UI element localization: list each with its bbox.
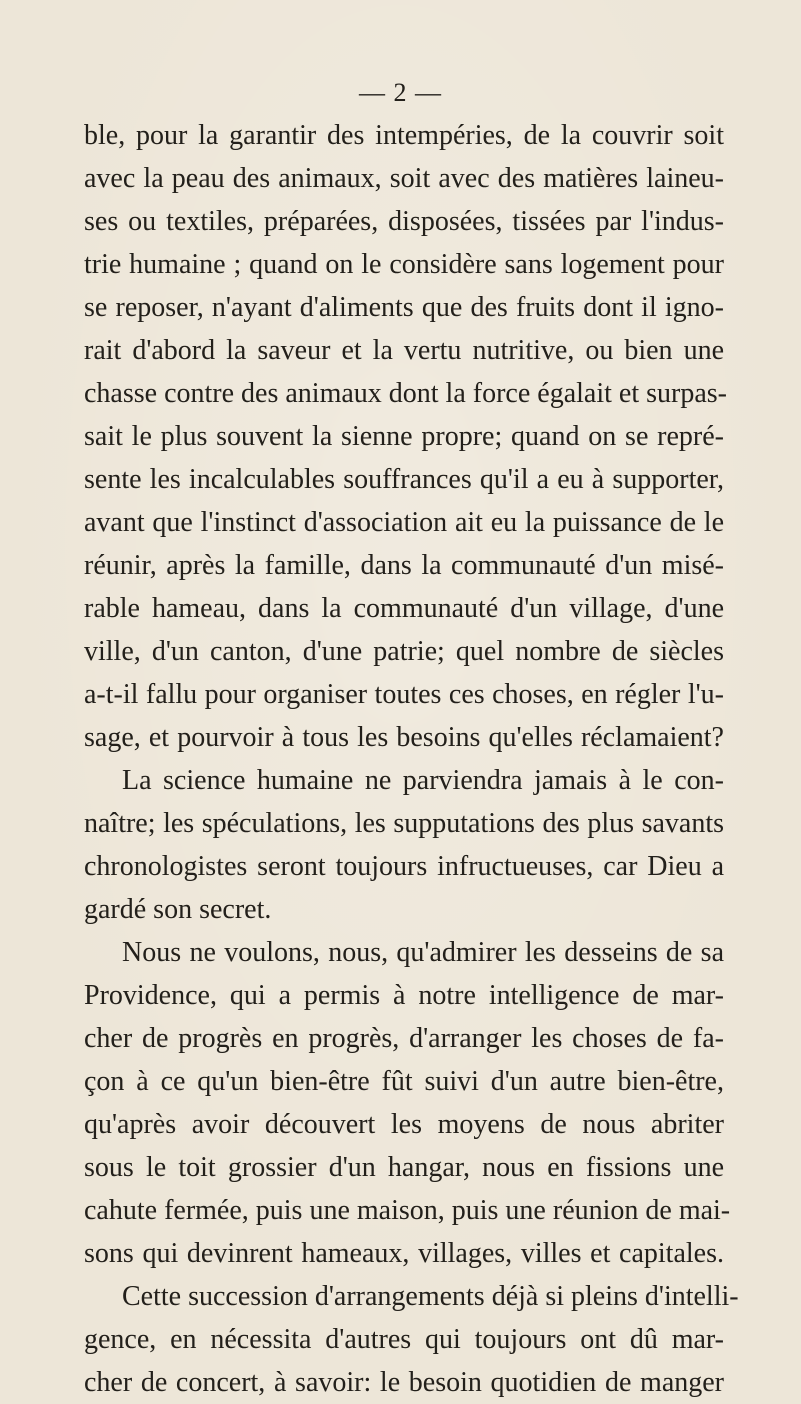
text-line: Providence, qui a permis à notre intelligence de mar- (84, 980, 724, 1011)
text-line: avant que l'instinct d'association ait eu la puissance de le (84, 507, 724, 538)
text-line: chronologistes seront toujours infructueuses, car Dieu a (84, 851, 724, 882)
text-line: a-t-il fallu pour organiser toutes ces choses, en régler l'u- (84, 679, 724, 710)
text-line: La science humaine ne parviendra jamais à le con- (122, 765, 724, 796)
text-line: gence, en nécessita d'autres qui toujours ont dû mar- (84, 1324, 724, 1355)
text-line: avec la peau des animaux, soit avec des matières laineu- (84, 163, 724, 194)
text-line: ble, pour la garantir des intempéries, de la couvrir soit (84, 120, 724, 151)
text-line: ville, d'un canton, d'une patrie; quel nombre de siècles (84, 636, 724, 667)
text-line: cher de progrès en progrès, d'arranger les choses de fa- (84, 1023, 724, 1054)
text-line: Nous ne voulons, nous, qu'admirer les desseins de sa (122, 937, 724, 968)
text-line: naître; les spéculations, les supputations des plus savants (84, 808, 724, 839)
text-line: Cette succession d'arrangements déjà si pleins d'intelli- (122, 1281, 739, 1312)
text-line: cher de concert, à savoir: le besoin quotidien de manger (84, 1367, 724, 1398)
text-line: sous le toit grossier d'un hangar, nous en fissions une (84, 1152, 724, 1183)
text-line: rait d'abord la saveur et la vertu nutritive, ou bien une (84, 335, 724, 366)
body-text (84, 114, 739, 1404)
text-line: sage, et pourvoir à tous les besoins qu'elles réclamaient? (84, 722, 724, 753)
text-line: gardé son secret. (84, 894, 272, 925)
text-line: chasse contre des animaux dont la force égalait et surpas- (84, 378, 727, 409)
text-line: sait le plus souvent la sienne propre; quand on se repré- (84, 421, 724, 452)
text-line: sente les incalculables souffrances qu'il a eu à supporter, (84, 464, 724, 495)
text-line: rable hameau, dans la communauté d'un village, d'une (84, 593, 724, 624)
text-line: se reposer, n'ayant d'aliments que des fruits dont il igno- (84, 292, 724, 323)
text-line: ses ou textiles, préparées, disposées, tissées par l'indus- (84, 206, 724, 237)
page-number: — 2 — (359, 78, 442, 107)
text-line: réunir, après la famille, dans la communauté d'un misé- (84, 550, 724, 581)
text-line: çon à ce qu'un bien-être fût suivi d'un autre bien-être, (84, 1066, 724, 1097)
text-line: trie humaine ; quand on le considère sans logement pour (84, 249, 724, 280)
text-line: sons qui devinrent hameaux, villages, villes et capitales. (84, 1238, 724, 1269)
text-line: qu'après avoir découvert les moyens de nous abriter (84, 1109, 724, 1140)
text-line: cahute fermée, puis une maison, puis une réunion de mai- (84, 1195, 731, 1226)
